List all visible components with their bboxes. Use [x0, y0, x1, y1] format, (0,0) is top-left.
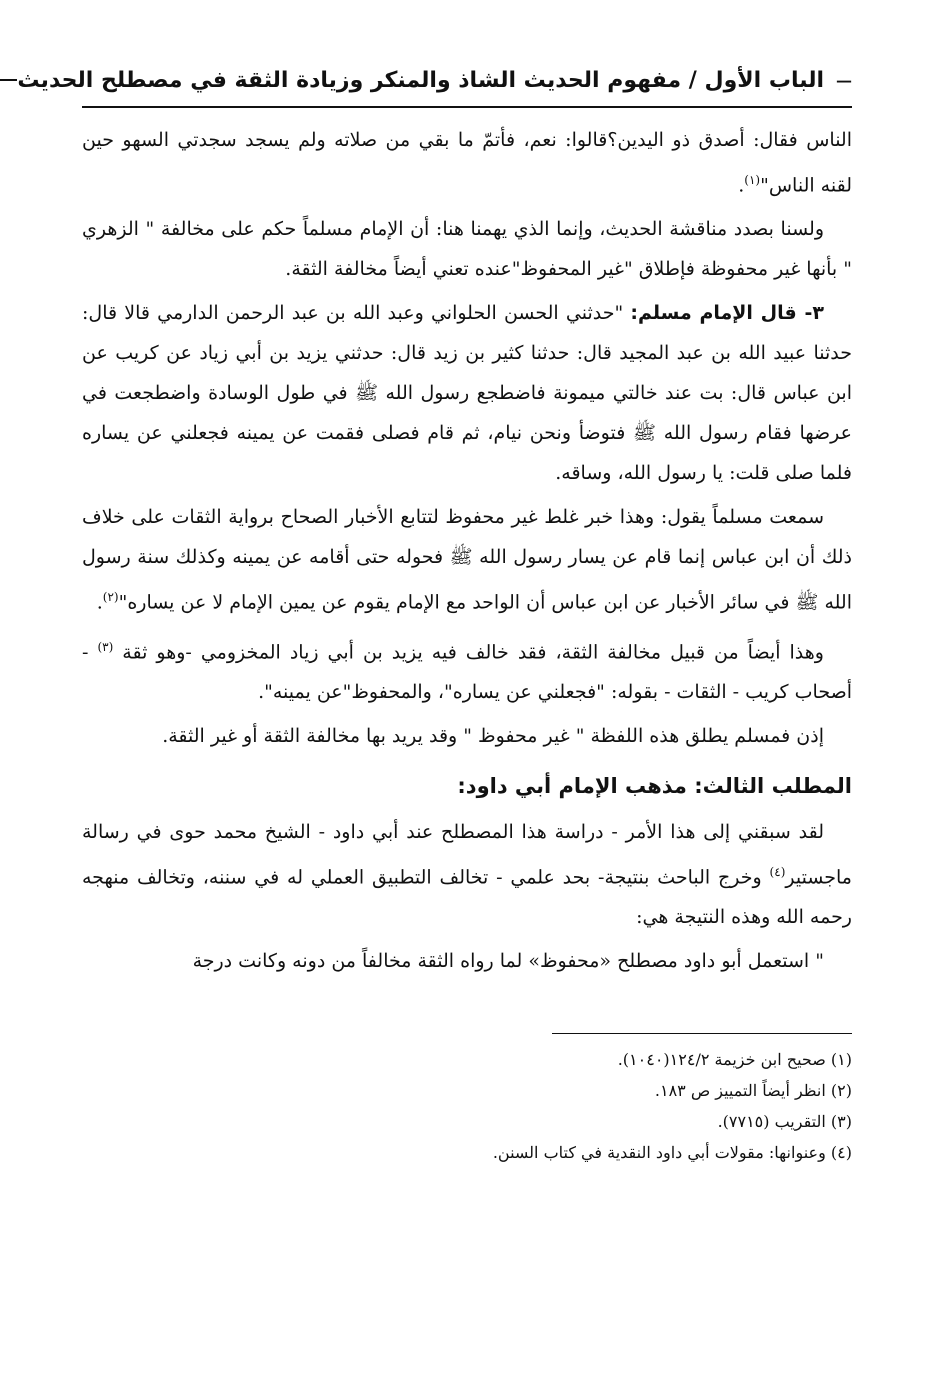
paragraph-text: الناس فقال: أصدق ذو اليدين؟قالوا: نعم، فأتمّ ما بقي من صلاته ولم يسجد سجدتي السهو حين لقنه الناس" [82, 129, 852, 197]
footnote-ref-3[interactable]: (٣) [97, 639, 114, 654]
paragraph-tail: - أصحاب كريب - الثقات - بقوله: "فجعلني عن يساره"، والمحفوظ"عن يمينه". [82, 640, 852, 703]
footnote-ref-4[interactable]: (٤) [769, 864, 786, 879]
footnote-3: (٣) التقريب (٧٧١٥). [717, 1112, 852, 1132]
paragraph-text: وهذا أيضاً من قبيل مخالفة الثقة، فقد خالف فيه يزيد بن أبي زياد المخزومي -وهو ثقة [122, 640, 824, 663]
footnote-ref-2[interactable]: (٢) [102, 590, 119, 605]
header-dash: — [836, 70, 852, 90]
paragraph-2 [82, 209, 852, 289]
running-header [17, 58, 852, 108]
paragraph-1 [82, 120, 852, 205]
footnote-ref-1[interactable]: (١) [744, 173, 761, 187]
paragraph-text: لقد سبقني إلى هذا الأمر - دراسة هذا المصطلح عند أبي داود - الشيخ محمد حوى في رسالة ماجستير [82, 820, 852, 889]
footnote-4: (٤) وعنوانها: مقولات أبي داود النقدية في كتاب السنن. [492, 1143, 852, 1163]
paragraph-6 [82, 716, 852, 756]
paragraph-5 [82, 627, 852, 712]
paragraph-lead: ٣- قال الإمام مسلم: [630, 302, 824, 325]
footnote-2: (٢) انظر أيضاً التمييز ص ١٨٣. [654, 1081, 852, 1101]
paragraph-7 [82, 812, 852, 937]
paragraph-text: سمعت مسلماً يقول: وهذا خبر غلط غير محفوظ لتتابع الأخبار الصحاح برواية الثقات على خلاف ذلك أن ابن عباس إنما قام عن يسار رسول الله ﷺ فحوله حتى أقامه عن يمينه وكذلك سنة رسول الله ﷺ في سائر الأخبار عن ابن عباس أن الواحد مع الإمام يقوم عن يمين الإمام لا عن يساره" [82, 506, 852, 614]
footnote-1: (١) صحيح ابن خزيمة ١٢٤/٢(١٠٤٠). [617, 1050, 852, 1070]
main-text [82, 120, 852, 981]
paragraph-3 [82, 293, 852, 493]
section-heading: المطلب الثالث: مذهب الإمام أبي داود: [457, 773, 852, 798]
footnote-divider [552, 1033, 852, 1034]
paragraph-text: ولسنا بصدد مناقشة الحديث، وإنما الذي يهمنا هنا: أن الإمام مسلماً حكم على مخالفة " الزهري " بأنها غير محفوظة فإطلاق "غير المحفوظ"عنده تعني أيضاً مخالفة الثقة. [82, 218, 852, 281]
header-page-group [0, 68, 17, 93]
paragraph-8 [82, 941, 852, 981]
paragraph-4 [82, 497, 852, 622]
footnotes [82, 1044, 852, 1168]
paragraph-tail: . [96, 591, 103, 614]
paragraph-tail: . [738, 174, 745, 197]
paragraph-text: " استعمل أبو داود مصطلح «محفوظ» لما رواه الثقة مخالفاً من دونه وكانت درجة [192, 950, 824, 973]
paragraph-text: "حدثني الحسن الحلواني وعبد الله بن عبد الرحمن الدارمي قالا قال: حدثنا عبيد الله بن عبد المجيد قال: حدثنا كثير بن زيد قال: حدثني يزيد بن أبي زياد عن كريب عن ابن عباس قال: بت عند خالتي ميمونة فاضطجع رسول الله ﷺ في طول الوسادة واضطجعت في عرضها فقام رسول الله ﷺ فتوضأ ونحن نيام، ثم قام فصلى فقمت عن يمينه فجعلني عن يساره فلما صلى قلت: يا رسول الله، وساقه. [82, 302, 852, 485]
paragraph-tail: وخرج الباحث بنتيجة- بحد علمي - تخالف التطبيق العملي له في سننه، وتخالف منهجه رحمه الله وهذه النتيجة هي: [82, 866, 852, 929]
ornament-rule [0, 79, 17, 81]
header-title-group [17, 68, 852, 93]
header-title: الباب الأول / مفهوم الحديث الشاذ والمنكر وزيادة الثقة في مصطلح الحديث [17, 67, 824, 93]
paragraph-text: إذن فمسلم يطلق هذه اللفظة " غير محفوظ " وقد يريد بها مخالفة الثقة أو غير الثقة. [162, 724, 824, 747]
